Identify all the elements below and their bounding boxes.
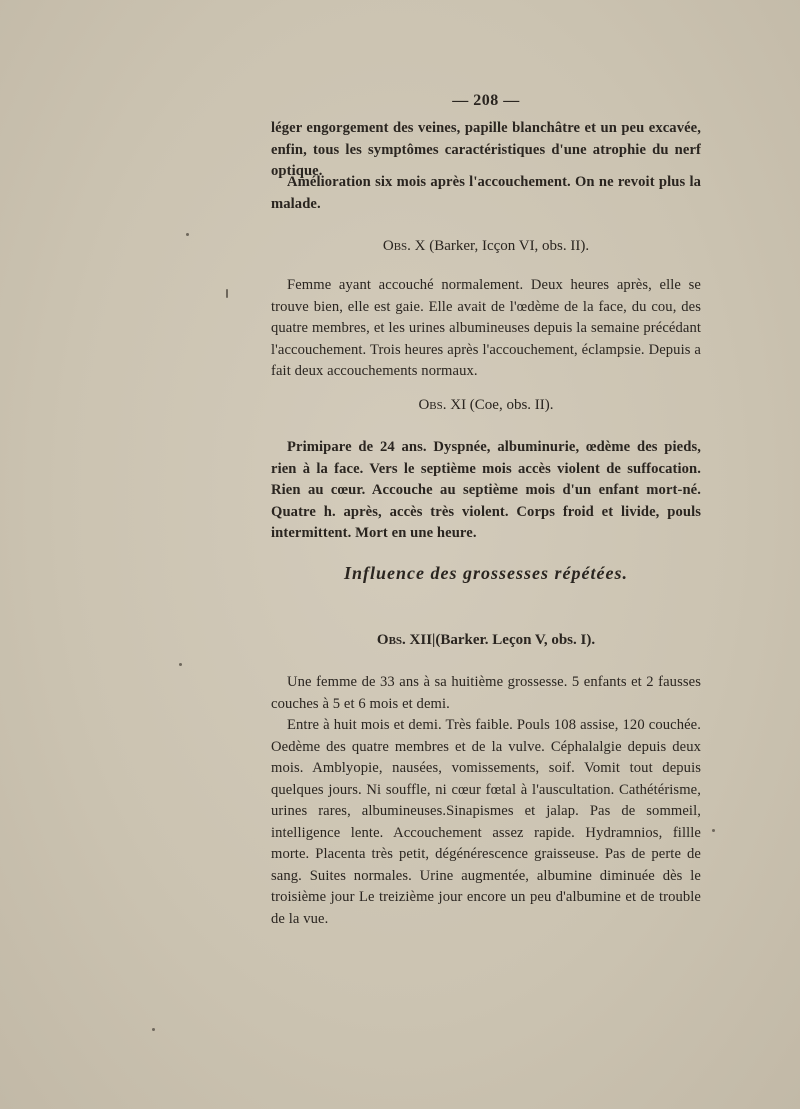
page-number: — 208 — — [452, 92, 520, 109]
obs-12-reference: XII|(Barker. Leçon V, obs. I). — [409, 632, 596, 648]
obs-11-abbrev: Obs. — [418, 397, 447, 413]
obs-12-heading — [271, 632, 701, 649]
obs-11-reference: XI (Coe, obs. II). — [450, 397, 554, 413]
obs-10-text: Femme ayant accouché normalement. Deux heures après, elle se trouve bien, elle est gaie. Elle avait de l'œdème de la face, du cou, des quatre membres, et les urines albumineuses depuis la semaine précédant l'accouchement. Trois heures après l'accouchement, éclampsie. Depuis a fait deux accouchements normaux. — [271, 277, 701, 379]
obs-12-text: Entre à huit mois et demi. Très faible. Pouls 108 assise, 120 couchée. Oedème des quatre membres et de la vulve. Céphalalgie depuis deux mois. Amblyopie, nausées, vomissements, soif. Vomit tout depuis quelques jours. Ni souffle, ni cœur fœtal à l'auscultation. Cathétérisme, urines rares, albumineuses.Sinapismes et jalap. Pas de sommeil, intelligence lente. Accouchement assez rapide. Hydramnios, fillle morte. Placenta très petit, dégénérescence graisseuse. Pas de perte de sang. Suites normales. Urine augmentée, albumine diminuée dès le troisième jour Le treizième jour encore un peu d'albumine et de trouble de la vue. — [271, 717, 701, 927]
obs-11-heading — [271, 397, 701, 414]
conclusion-paragraph: Amélioration six mois après l'accouchement. On ne revoit plus la malade. — [271, 174, 701, 212]
section-title: Influence des grossesses répétées. — [344, 563, 628, 583]
paper-speck — [712, 829, 715, 832]
obs-10-heading — [271, 238, 701, 255]
continuation-paragraph: léger engorgement des veines, papille blanchâtre et un peu excavée, enfin, tous les symptômes caractéristiques d'une atrophie du nerf optique. — [271, 120, 701, 179]
obs-10-reference: X (Barker, Icçon VI, obs. II). — [414, 238, 590, 254]
obs-10-abbrev: Obs. — [382, 238, 411, 254]
paper-speck — [186, 233, 189, 236]
paper-speck — [226, 289, 228, 298]
obs-12-intro: Une femme de 33 ans à sa huitième grossesse. 5 enfants et 2 fausses couches à 5 et 6 mois et demi. — [271, 674, 701, 712]
obs-12-abbrev: Obs. — [376, 632, 406, 648]
paper-speck — [179, 663, 182, 666]
paper-speck — [152, 1028, 155, 1031]
obs-11-text: Primipare de 24 ans. Dyspnée, albuminurie, œdème des pieds, rien à la face. Vers le septième mois accès violent de suffocation. Rien au cœur. Accouche au septième mois d'un enfant mort-né. Quatre h. après, accès très violent. Corps froid et livide, pouls intermittent. Mort en une heure. — [271, 439, 701, 541]
